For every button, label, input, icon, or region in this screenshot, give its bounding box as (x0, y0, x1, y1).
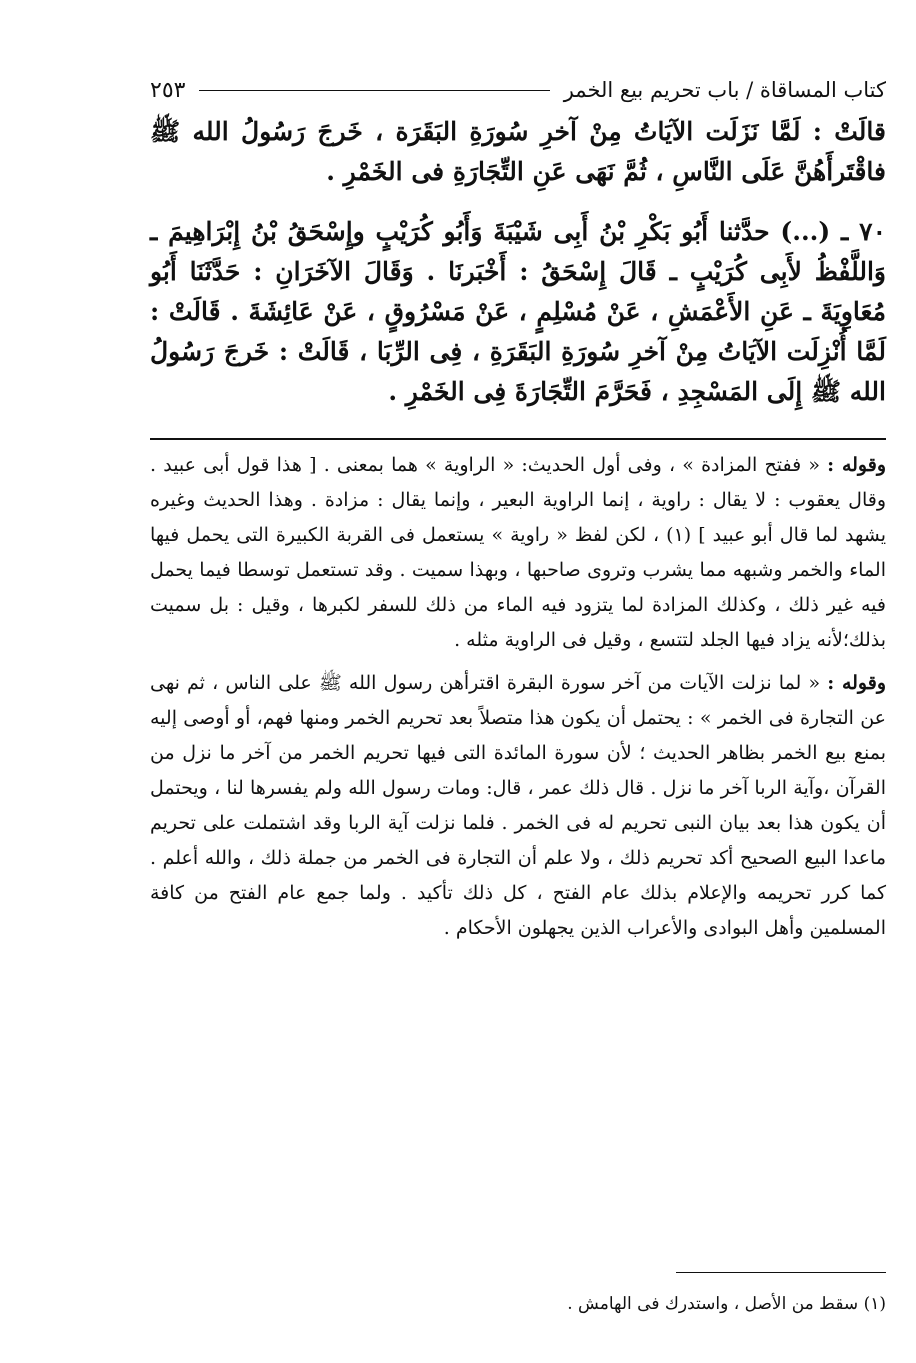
hadith-paragraph: ٧٠ ـ (...) حدَّثنا أَبُو بَكْرِ بْنُ أَبِى شَيْبَةَ وَأَبُو كُرَيْبٍ وإِسْحَقُ بْنُ إِبْرَاهِيمَ ـ وَاللَّفْظُ لأَبِى كُرَيْبٍ ـ قَالَ إِسْحَقُ : أَخْبَرنَا . وَقَالَ الآخَرَانِ : حَدَّثَنَا أَبُو مُعَاوِيَةَ ـ عَنِ الأَعْمَشِ ، عَنْ مُسْلِمٍ ، عَنْ مَسْرُوقٍ ، عَنْ عَائِشَةَ . قَالَتْ : لَمَّا أُنْزِلَت الآيَاتُ مِنْ آخرِ سُورَةِ البَقَرَةِ ، فِى الرِّبَا ، قَالَتْ : خَرجَ رَسُولُ الله ﷺ إِلَى المَسْجِدِ ، فَحَرَّمَ التِّجَارَةَ فِى الخَمْرِ . (150, 217, 886, 406)
footnote: (١) سقط من الأصل ، واستدرك فى الهامش . (567, 1294, 886, 1314)
commentary-lead: وقوله : (827, 672, 886, 694)
running-header (150, 70, 886, 110)
commentary-body: « ففتح المزادة » ، وفى أول الحديث: « الراوية » هما بمعنى . [ هذا قول أبى عبيد . وقال يعقوب : لا يقال : راوية ، إنما الراوية البعير ، وإنما يقال : مزادة . وهذا الحديث وغيره يشهد لما قال أبو عبيد ] (١) ، لكن لفظ « راوية » يستعمل فى القربة الكبيرة التى يحمل فيها الماء والخمر وشبهه مما يشرب وتروى صاحبها ، وبهذا سميت . وقد تستعمل توسطا فيما يحمل فيه غير ذلك ، وكذلك المزادة لما يتزود فيه الماء من ذلك للسفر لكبرها ، وقيل : بل سميت بذلك؛لأنه يزاد فيها الجلد لتتسع ، وقيل فى الراوية مثله . (150, 454, 886, 651)
page-number: ٢٥٣ (150, 77, 186, 103)
hadith-text (150, 112, 886, 412)
commentary-text (150, 448, 886, 946)
header-rule (199, 90, 549, 91)
chapter-title: كتاب المساقاة / باب تحريم بيع الخمر (563, 78, 886, 102)
commentary-lead: وقوله : (827, 454, 886, 476)
commentary-body: « لما نزلت الآيات من آخر سورة البقرة اقترأهن رسول الله ﷺ على الناس ، ثم نهى عن التجارة فى الخمر » : يحتمل أن يكون هذا متصلاً بعد تحريم الخمر ومنها فهم، أو أوصى إليه بمنع بيع الخمر بظاهر الحديث ؛ لأن سورة المائدة التى فيها تحريم الخمر من آخر ما نزل من القرآن ،وآية الربا آخر ما نزل . قال ذلك عمر ، قال: ومات رسول الله ولم يفسرها لنا ، ويحتمل أن يكون هذا بعد بيان النبى تحريم له فى الخمر . فلما نزلت آية الربا وقد اشتملت على تحريم ماعدا البيع الصحيح أكد تحريم ذلك ، ولا علم أن التجارة فى الخمر من جملة ذلك ، والله أعلم . كما كرر تحريمه والإعلام بذلك عام الفتح ، كل ذلك تأكيد . ولما جمع عام الفتح من كافة المسلمين وأهل البوادى والأعراب الذين يجهلون الأحكام . (150, 672, 886, 939)
hadith-paragraph: قالَتْ : لَمَّا نَزَلَت الآيَاتُ مِنْ آخرِ سُورَةِ البَقَرَة ، خَرجَ رَسُولُ الله ﷺ فاقْتَرأَهُنَّ عَلَى النَّاسِ ، ثُمَّ نَهَى عَنِ التِّجَارَةِ فى الخَمْرِ . (150, 117, 886, 186)
footnote-divider (676, 1272, 886, 1273)
commentary-paragraph (150, 448, 886, 658)
commentary-paragraph (150, 666, 886, 946)
section-divider (150, 438, 886, 440)
